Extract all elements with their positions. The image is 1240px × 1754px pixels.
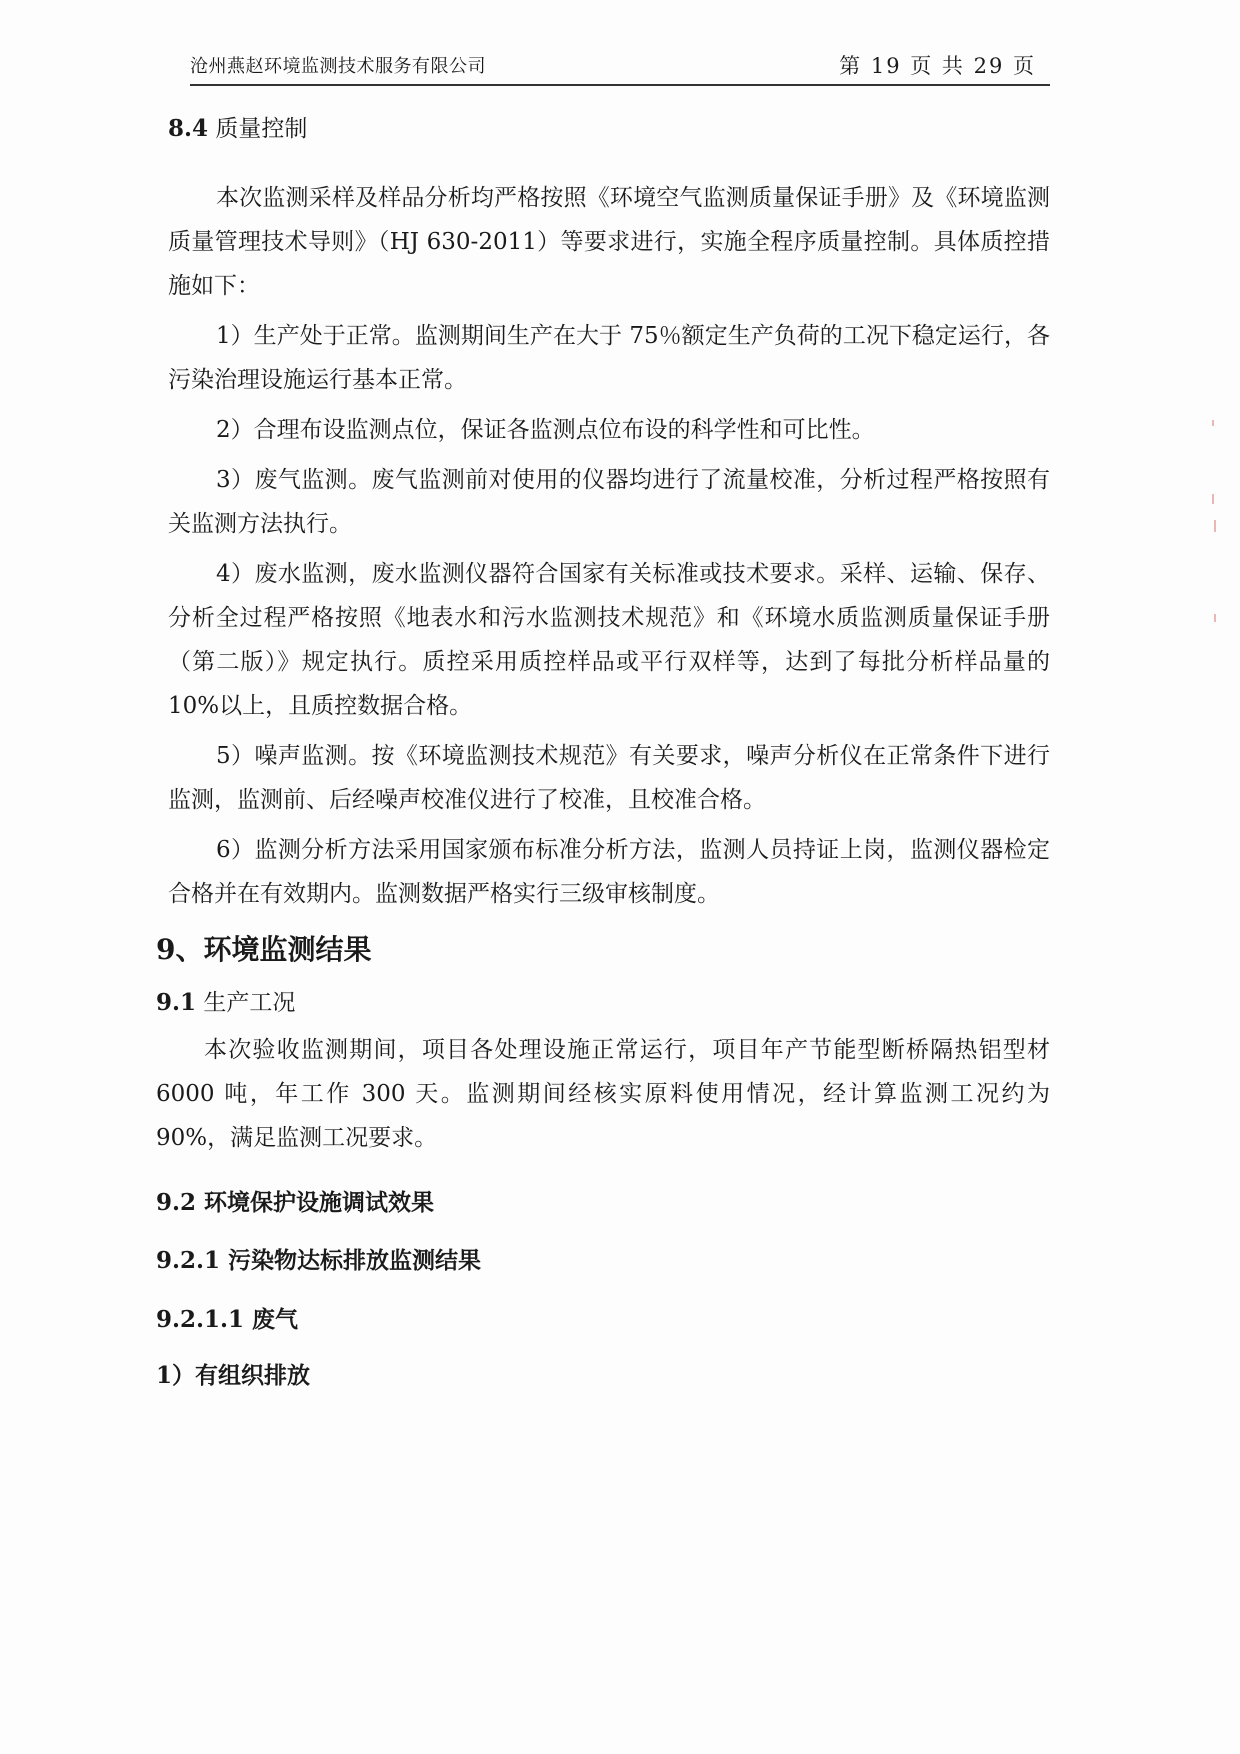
qc-item-4: 4）废水监测，废水监测仪器符合国家有关标准或技术要求。采样、运输、保存、分析全过程严格按照《地表水和污水监测技术规范》和《环境水质监测质量保证手册（第二版）》规定执行。质控采用质控样品或平行双样等，达到了每批分析样品量的 10%以上，且质控数据合格。 xyxy=(168,561,1050,719)
scan-artifact xyxy=(1214,614,1216,622)
section-9-2-1-1-heading: 9.2.1.1 废气 xyxy=(156,1306,299,1333)
quality-control-intro: 本次监测采样及样品分析均严格按照《环境空气监测质量保证手册》及《环境监测质量管理技术导则》（HJ 630-2011）等要求进行，实施全程序质量控制。具体质控措施如下： xyxy=(168,185,1050,299)
section-9-2-heading: 9.2 环境保护设施调试效果 xyxy=(156,1189,435,1216)
organized-emission-heading: 1）有组织排放 xyxy=(156,1362,311,1389)
qc-item-5: 5）噪声监测。按《环境监测技术规范》有关要求，噪声分析仪在正常条件下进行监测，监测前、后经噪声校准仪进行了校准，且校准合格。 xyxy=(168,743,1050,813)
scan-artifact xyxy=(1212,494,1214,504)
section-9-heading: 9、环境监测结果 xyxy=(156,933,372,966)
qc-item-6: 6）监测分析方法采用国家颁布标准分析方法，监测人员持证上岗，监测仪器检定合格并在有效期内。监测数据严格实行三级审核制度。 xyxy=(168,837,1050,907)
page-header xyxy=(190,44,1050,86)
qc-item-1: 1）生产处于正常。监测期间生产在大于 75％额定生产负荷的工况下稳定运行，各污染治理设施运行基本正常。 xyxy=(168,323,1050,393)
section-8-4-number: 8.4 xyxy=(168,115,209,142)
page-content xyxy=(156,104,1050,1402)
production-conditions-body: 本次验收监测期间，项目各处理设施正常运行，项目年产节能型断桥隔热铝型材 6000 吨，年工作 300 天。监测期间经核实原料使用情况，经计算监测工况约为 90%，满足监测工况要求。 xyxy=(156,1037,1050,1151)
section-9-1-title: 生产工况 xyxy=(196,990,296,1016)
section-9-1-heading xyxy=(156,978,1050,1028)
section-9-2-1-heading: 9.2.1 污染物达标排放监测结果 xyxy=(156,1247,482,1274)
qc-item-2: 2）合理布设监测点位，保证各监测点位布设的科学性和可比性。 xyxy=(216,417,875,443)
section-9-1-number: 9.1 xyxy=(156,989,197,1016)
scan-artifact xyxy=(1212,420,1214,426)
section-8-4-title: 质量控制 xyxy=(208,116,308,142)
page-number: 第 19 页 共 29 页 xyxy=(839,54,1036,78)
scan-artifact xyxy=(1214,520,1216,532)
qc-item-3: 3）废气监测。废气监测前对使用的仪器均进行了流量校准，分析过程严格按照有关监测方法执行。 xyxy=(168,467,1050,537)
company-name: 沧州燕赵环境监测技术服务有限公司 xyxy=(190,56,486,77)
section-8-4-heading xyxy=(168,104,1050,154)
